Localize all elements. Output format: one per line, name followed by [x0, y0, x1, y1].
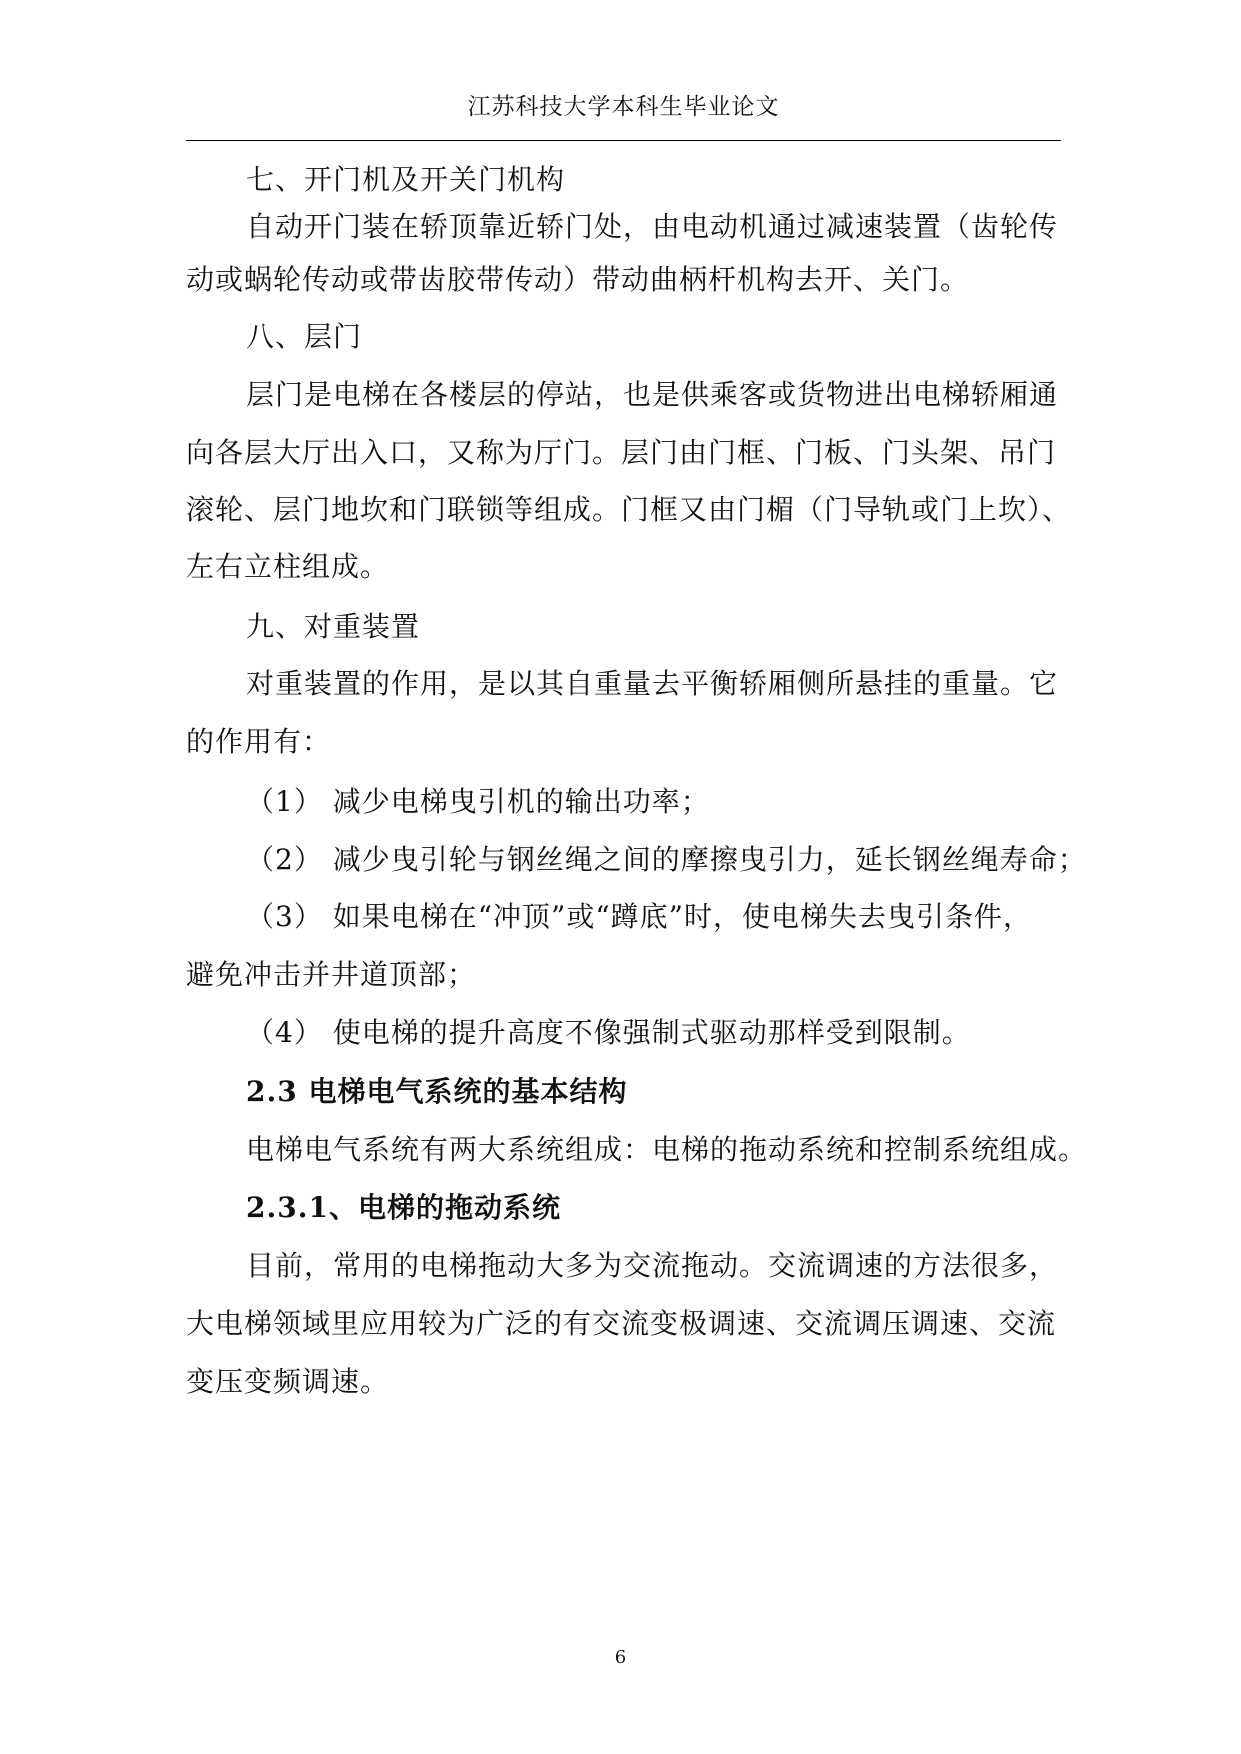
subsection-heading: 2.3 电梯电气系统的基本结构	[246, 1075, 628, 1108]
paragraph-line: 大电梯领域里应用较为广泛的有交流变极调速、交流调压调速、交流	[186, 1307, 1057, 1340]
paragraph-line: 目前，常用的电梯拖动大多为交流拖动。交流调速的方法很多，	[246, 1249, 1059, 1282]
list-item-continuation: 避免冲击并井道顶部；	[186, 958, 477, 991]
paragraph-line: 动或蜗轮传动或带齿胶带传动）带动曲柄杆机构去开、关门。	[186, 263, 970, 296]
list-item: （2） 减少曳引轮与钢丝绳之间的摩擦曳引力，延长钢丝绳寿命；	[246, 843, 1087, 876]
header-divider	[186, 140, 1061, 141]
paragraph-line: 自动开门装在轿顶靠近轿门处，由电动机通过减速装置（齿轮传	[246, 210, 1059, 243]
subsection-heading: 2.3.1、电梯的拖动系统	[246, 1191, 561, 1224]
paragraph-line: 对重装置的作用，是以其自重量去平衡轿厢侧所悬挂的重量。它	[246, 667, 1059, 700]
list-item: （1） 减少电梯曳引机的输出功率；	[246, 785, 710, 818]
section-heading: 八、层门	[246, 320, 363, 353]
section-heading: 七、开门机及开关门机构	[246, 163, 566, 196]
list-item: （4） 使电梯的提升高度不像强制式驱动那样受到限制。	[246, 1016, 971, 1049]
list-item: （3） 如果电梯在“冲顶”或“蹲底”时，使电梯失去曳引条件，	[246, 900, 1032, 933]
running-header: 江苏科技大学本科生毕业论文	[467, 94, 780, 120]
paragraph-line: 滚轮、层门地坎和门联锁等组成。门框又由门楣（门导轨或门上坎）、	[186, 493, 1072, 526]
paragraph-line: 左右立柱组成。	[186, 550, 390, 583]
page-number: 6	[614, 1647, 627, 1668]
paragraph-line: 电梯电气系统有两大系统组成：电梯的拖动系统和控制系统组成。	[246, 1133, 1088, 1166]
paragraph-line: 的作用有：	[186, 725, 332, 758]
paragraph-line: 向各层大厅出入口，又称为厅门。层门由门框、门板、门头架、吊门	[186, 436, 1057, 469]
paragraph-line: 变压变频调速。	[186, 1365, 390, 1398]
section-heading: 九、对重装置	[246, 610, 421, 643]
paragraph-line: 层门是电梯在各楼层的停站，也是供乘客或货物进出电梯轿厢通	[246, 378, 1059, 411]
